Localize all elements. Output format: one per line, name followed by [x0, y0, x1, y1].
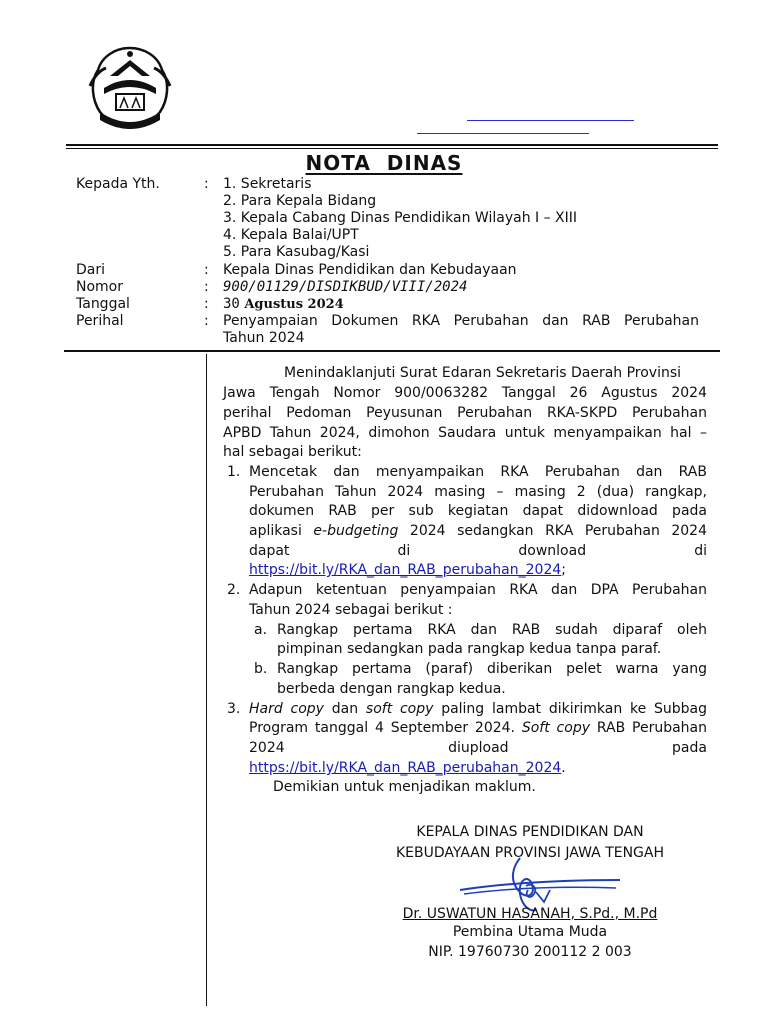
recipient-2: 2. Para Kepala Bidang [223, 193, 377, 209]
signatory-title-line-1: KEPALA DINAS PENDIDIKAN DAN [416, 824, 644, 840]
signatory-rank: Pembina Utama Muda [452, 924, 608, 940]
intro-line: APBD Tahun 2024, dimohon Saudara untuk menyampaikan hal – [223, 425, 707, 441]
subitem-line: Rangkap pertama RKA dan RAB sudah diparaf oleh [277, 622, 707, 638]
recipient-5: 5. Para Kasubag/Kasi [223, 244, 370, 260]
tanggal-month-year: Agustus 2024 [244, 297, 344, 312]
subitem-line: Rangkap pertama (paraf) diberikan pelet warna yang [277, 661, 707, 677]
item-line: https://bit.ly/RKA_dan_RAB_perubahan_2024. [249, 760, 566, 776]
item-number: 1. [227, 464, 241, 480]
header-divider [66, 144, 718, 146]
signatory-nip: NIP. 19760730 200112 2 003 [428, 944, 632, 960]
colon: : [204, 176, 209, 192]
intro-line: Jawa Tengah Nomor 900/0063282 Tanggal 26 Agustus 2024 [223, 385, 707, 401]
kepada-label: Kepada Yth. [76, 176, 160, 192]
tanggal-label: Tanggal [76, 296, 130, 312]
perihal-line-2: Tahun 2024 [223, 330, 305, 346]
subitem-letter: a. [254, 622, 268, 638]
item-line: Adapun ketentuan penyampaian RKA dan DPA Perubahan [249, 582, 707, 598]
margin-vertical-line [206, 354, 207, 1006]
item-line: Program tanggal 4 September 2024. Soft copy RAB Perubahan [249, 720, 708, 736]
intro-line: perihal Pedoman Peyusunan Perubahan RKA-SKPD Perubahan [223, 405, 707, 421]
recipient-1: 1. Sekretaris [223, 176, 312, 192]
item-line: Tahun 2024 sebagai berikut : [249, 602, 453, 618]
colon: : [204, 262, 209, 278]
item-number: 3. [227, 701, 241, 717]
province-emblem-logo [80, 42, 180, 134]
item-line: Mencetak dan menyampaikan RKA Perubahan dan RAB [249, 464, 707, 480]
subitem-line: pimpinan sedangkan pada rangkap kedua tanpa paraf. [277, 641, 662, 657]
recipient-3: 3. Kepala Cabang Dinas Pendidikan Wilayah I – XIII [223, 210, 578, 226]
perihal-label: Perihal [76, 313, 124, 329]
rab-upload-link[interactable]: https://bit.ly/RKA_dan_RAB_perubahan_2024 [249, 760, 562, 776]
item-line: Perubahan Tahun 2024 masing – masing 2 (dua) rangkap, [249, 484, 707, 500]
subitem-line: berbeda dengan rangkap kedua. [277, 681, 506, 697]
recipient-4: 4. Kepala Balai/UPT [223, 227, 359, 243]
nomor-value: 900/01129/DISDIKBUD/VIII/2024 [223, 279, 468, 295]
closing-sentence: Demikian untuk menjadikan maklum. [273, 779, 536, 795]
colon: : [204, 296, 209, 312]
document-title: NOTA DINAS [305, 151, 463, 175]
dari-label: Dari [76, 262, 106, 278]
body-divider [64, 350, 720, 352]
header-divider [66, 148, 718, 149]
subitem-letter: b. [254, 661, 268, 677]
intro-line: Menindaklanjuti Surat Edaran Sekretaris Daerah Provinsi [284, 365, 682, 381]
letterhead-link-line [417, 133, 589, 134]
letterhead-link-line [467, 120, 634, 121]
nomor-label: Nomor [76, 279, 123, 295]
item-line: aplikasi e-budgeting 2024 sedangkan RKA Perubahan 2024 [249, 523, 708, 539]
item-line: dokumen RAB per sub kegiatan dapat didownload pada [249, 503, 707, 519]
item-line: dapat di download di [249, 543, 707, 559]
item-line: 2024 diupload pada [249, 740, 707, 756]
signatory-title-line-2: KEBUDAYAAN PROVINSI JAWA TENGAH [395, 845, 665, 861]
colon: : [204, 279, 209, 295]
tanggal-day: 30 [223, 296, 240, 312]
item-number: 2. [227, 582, 241, 598]
tanggal-value [223, 296, 344, 313]
colon: : [204, 313, 209, 329]
item-line: Hard copy dan soft copy paling lambat dikirimkan ke Subbag [249, 701, 707, 717]
signatory-name: Dr. USWATUN HASANAH, S.Pd., M.Pd [402, 906, 658, 922]
rka-download-link[interactable]: https://bit.ly/RKA_dan_RAB_perubahan_2024 [249, 562, 562, 578]
perihal-line-1: Penyampaian Dokumen RKA Perubahan dan RAB Perubahan [223, 313, 699, 329]
dari-value: Kepala Dinas Pendidikan dan Kebudayaan [223, 262, 517, 278]
item-line: https://bit.ly/RKA_dan_RAB_perubahan_2024; [249, 562, 566, 578]
intro-line: hal sebagai berikut: [223, 444, 362, 460]
